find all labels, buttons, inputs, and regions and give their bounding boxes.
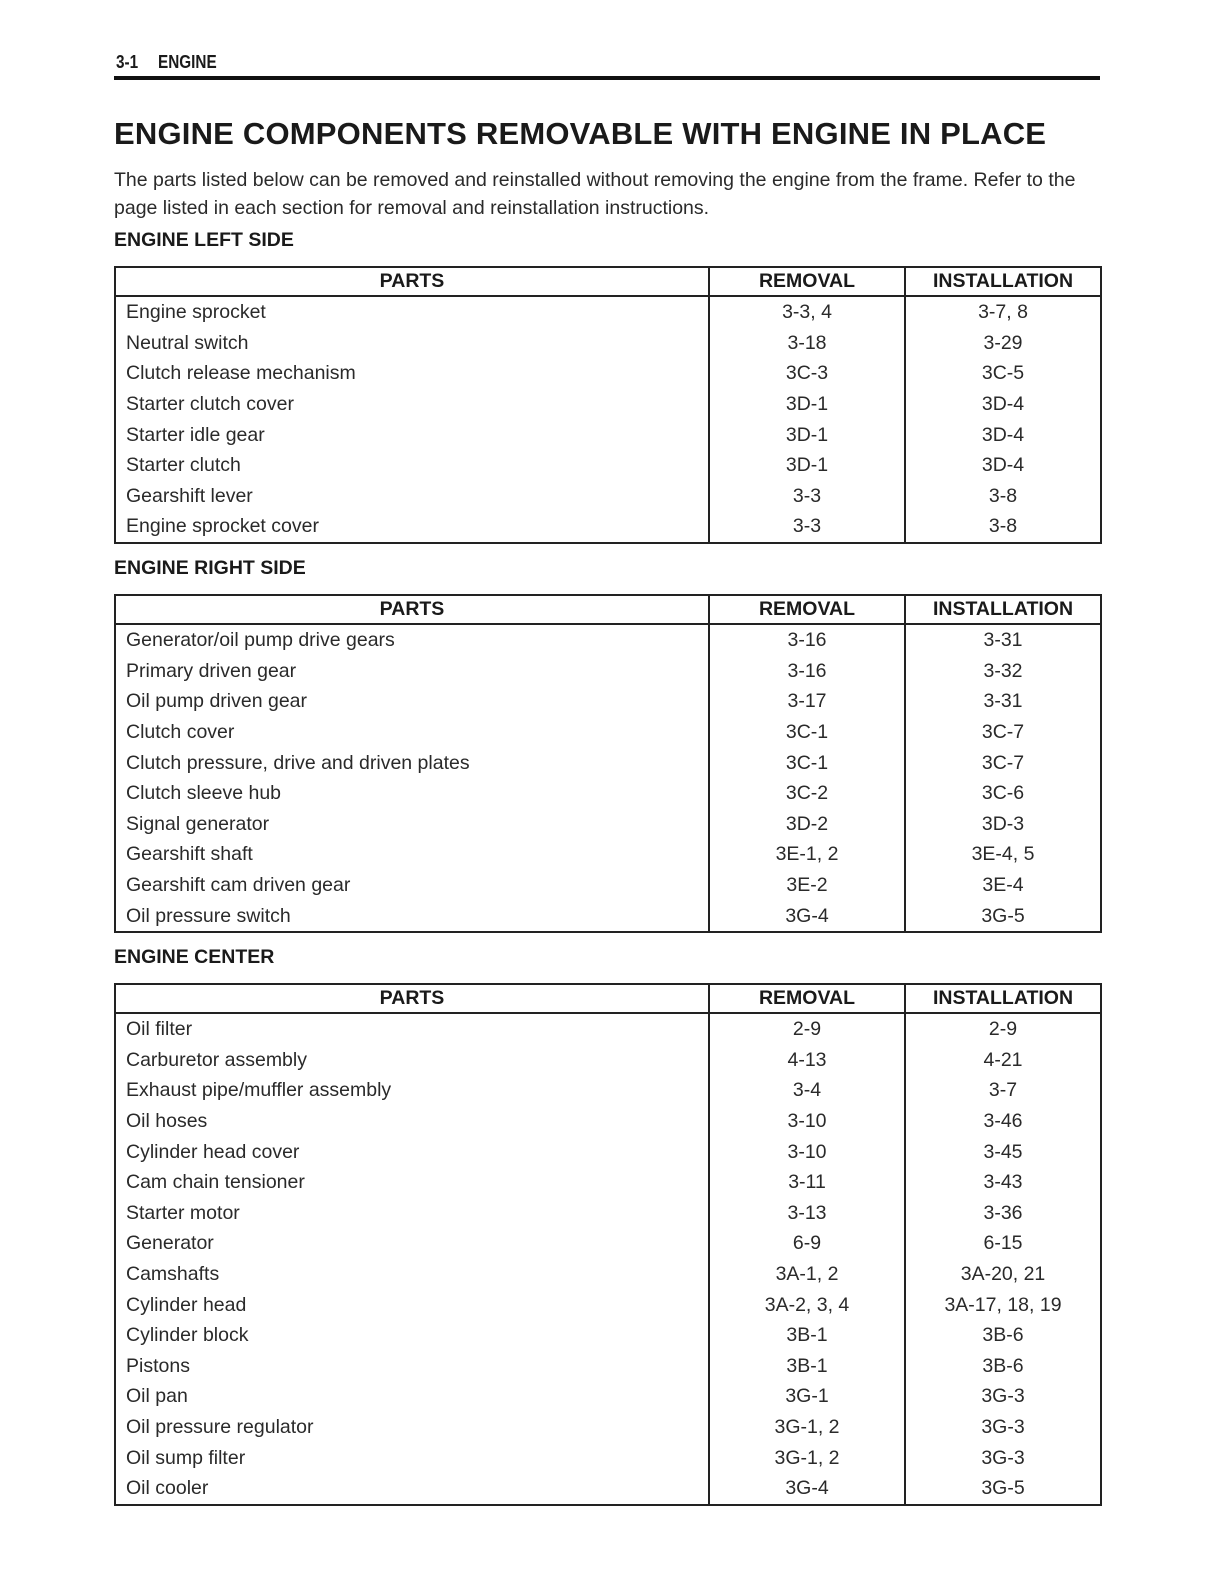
installation-page-cell: 3A-17, 18, 19 [905,1289,1101,1320]
installation-page-cell: 3-29 [905,328,1101,359]
part-name-cell: Primary driven gear [115,656,709,687]
installation-column-header: INSTALLATION [905,595,1101,624]
installation-page-cell: 3D-3 [905,809,1101,840]
section-heading: ENGINE LEFT SIDE [114,229,294,251]
removal-page-cell: 3-16 [709,624,905,656]
table-row [115,809,1101,840]
page-number: 3-1 [116,52,139,72]
removal-page-cell: 3-10 [709,1136,905,1167]
installation-page-cell: 3D-4 [905,389,1101,420]
installation-page-cell: 3C-6 [905,778,1101,809]
installation-page-cell: 3-32 [905,656,1101,687]
table-row [115,450,1101,481]
removal-page-cell: 3B-1 [709,1320,905,1351]
table-row [115,1228,1101,1259]
removal-page-cell: 3E-2 [709,870,905,901]
removal-page-cell: 3G-4 [709,1473,905,1505]
part-name-cell: Starter idle gear [115,419,709,450]
section-engine-left-side [114,228,1102,544]
page-title: ENGINE COMPONENTS REMOVABLE WITH ENGINE IN PLACE [114,116,1047,151]
section-engine-right-side [114,556,1102,933]
part-name-cell: Cam chain tensioner [115,1167,709,1198]
table-row [115,1106,1101,1137]
installation-page-cell: 4-21 [905,1045,1101,1076]
section-engine-center [114,945,1102,1506]
table-row [115,1198,1101,1229]
table-header-row [115,595,1101,624]
manual-page [114,50,1100,1500]
part-name-cell: Oil sump filter [115,1442,709,1473]
table-header-row [115,984,1101,1013]
part-name-cell: Oil pressure regulator [115,1412,709,1443]
table-row [115,1320,1101,1351]
section-heading: ENGINE CENTER [114,946,275,968]
part-name-cell: Generator [115,1228,709,1259]
table-row [115,1167,1101,1198]
removal-page-cell: 3-18 [709,328,905,359]
part-name-cell: Oil pressure switch [115,900,709,932]
removal-page-cell: 3D-1 [709,419,905,450]
intro-paragraph: The parts listed below can be removed and reinstalled without removing the engine from the frame. Refer to the page listed in each section for removal and reinstallation instructions. [114,169,1076,219]
installation-page-cell: 3-43 [905,1167,1101,1198]
part-name-cell: Exhaust pipe/muffler assembly [115,1075,709,1106]
installation-page-cell: 3A-20, 21 [905,1259,1101,1290]
removal-page-cell: 3G-1, 2 [709,1442,905,1473]
removal-page-cell: 3-16 [709,656,905,687]
installation-page-cell: 3C-7 [905,717,1101,748]
installation-page-cell: 3-45 [905,1136,1101,1167]
table-row [115,328,1101,359]
part-name-cell: Cylinder head cover [115,1136,709,1167]
table-row [115,481,1101,512]
removal-page-cell: 3-10 [709,1106,905,1137]
installation-page-cell: 3G-3 [905,1412,1101,1443]
part-name-cell: Clutch release mechanism [115,358,709,389]
table-row [115,1045,1101,1076]
part-name-cell: Gearshift lever [115,481,709,512]
installation-page-cell: 2-9 [905,1013,1101,1045]
removal-page-cell: 3E-1, 2 [709,839,905,870]
part-name-cell: Clutch sleeve hub [115,778,709,809]
part-name-cell: Oil pump driven gear [115,686,709,717]
parts-column-header: PARTS [115,984,709,1013]
removal-page-cell: 3D-1 [709,389,905,420]
installation-page-cell: 3-31 [905,686,1101,717]
parts-table [114,594,1102,933]
installation-page-cell: 3-36 [905,1198,1101,1229]
part-name-cell: Carburetor assembly [115,1045,709,1076]
table-row [115,1075,1101,1106]
part-name-cell: Starter clutch [115,450,709,481]
installation-column-header: INSTALLATION [905,267,1101,296]
table-row [115,870,1101,901]
part-name-cell: Oil hoses [115,1106,709,1137]
table-row [115,624,1101,656]
part-name-cell: Camshafts [115,1259,709,1290]
removal-page-cell: 3D-2 [709,809,905,840]
part-name-cell: Clutch pressure, drive and driven plates [115,747,709,778]
table-row [115,511,1101,543]
installation-page-cell: 3G-3 [905,1381,1101,1412]
removal-column-header: REMOVAL [709,984,905,1013]
table-row [115,358,1101,389]
parts-column-header: PARTS [115,267,709,296]
removal-page-cell: 3-17 [709,686,905,717]
removal-page-cell: 3G-4 [709,900,905,932]
removal-page-cell: 3-3 [709,511,905,543]
installation-page-cell: 3G-3 [905,1442,1101,1473]
removal-page-cell: 3G-1 [709,1381,905,1412]
part-name-cell: Gearshift cam driven gear [115,870,709,901]
table-row [115,1136,1101,1167]
table-row [115,717,1101,748]
part-name-cell: Pistons [115,1351,709,1382]
installation-page-cell: 3D-4 [905,450,1101,481]
installation-page-cell: 3E-4, 5 [905,839,1101,870]
part-name-cell: Engine sprocket [115,296,709,328]
removal-page-cell: 3C-2 [709,778,905,809]
part-name-cell: Oil filter [115,1013,709,1045]
installation-page-cell: 3-8 [905,511,1101,543]
part-name-cell: Oil pan [115,1381,709,1412]
table-row [115,1473,1101,1505]
table-row [115,839,1101,870]
removal-column-header: REMOVAL [709,267,905,296]
installation-page-cell: 3D-4 [905,419,1101,450]
installation-page-cell: 3G-5 [905,1473,1101,1505]
installation-page-cell: 3G-5 [905,900,1101,932]
installation-column-header: INSTALLATION [905,984,1101,1013]
section-heading: ENGINE RIGHT SIDE [114,557,306,579]
removal-page-cell: 3A-2, 3, 4 [709,1289,905,1320]
table-header-row [115,267,1101,296]
parts-column-header: PARTS [115,595,709,624]
removal-page-cell: 3-4 [709,1075,905,1106]
table-row [115,1412,1101,1443]
removal-page-cell: 3-3, 4 [709,296,905,328]
part-name-cell: Neutral switch [115,328,709,359]
part-name-cell: Oil cooler [115,1473,709,1505]
installation-page-cell: 3-8 [905,481,1101,512]
table-row [115,1442,1101,1473]
table-row [115,1013,1101,1045]
table-row [115,778,1101,809]
table-row [115,656,1101,687]
removal-page-cell: 3-3 [709,481,905,512]
part-name-cell: Engine sprocket cover [115,511,709,543]
removal-page-cell: 3D-1 [709,450,905,481]
table-row [115,419,1101,450]
removal-page-cell: 4-13 [709,1045,905,1076]
installation-page-cell: 3-7, 8 [905,296,1101,328]
table-row [115,686,1101,717]
part-name-cell: Cylinder head [115,1289,709,1320]
part-name-cell: Starter motor [115,1198,709,1229]
part-name-cell: Cylinder block [115,1320,709,1351]
part-name-cell: Signal generator [115,809,709,840]
part-name-cell: Generator/oil pump drive gears [115,624,709,656]
parts-table [114,266,1102,544]
part-name-cell: Starter clutch cover [115,389,709,420]
table-row [115,747,1101,778]
table-row [115,1381,1101,1412]
part-name-cell: Gearshift shaft [115,839,709,870]
removal-page-cell: 3C-1 [709,717,905,748]
removal-page-cell: 3C-1 [709,747,905,778]
part-name-cell: Clutch cover [115,717,709,748]
removal-page-cell: 3B-1 [709,1351,905,1382]
table-row [115,900,1101,932]
removal-page-cell: 3A-1, 2 [709,1259,905,1290]
installation-page-cell: 3E-4 [905,870,1101,901]
removal-page-cell: 6-9 [709,1228,905,1259]
installation-page-cell: 3C-5 [905,358,1101,389]
installation-page-cell: 6-15 [905,1228,1101,1259]
table-row [115,1351,1101,1382]
installation-page-cell: 3C-7 [905,747,1101,778]
table-row [115,296,1101,328]
installation-page-cell: 3-7 [905,1075,1101,1106]
removal-page-cell: 2-9 [709,1013,905,1045]
installation-page-cell: 3B-6 [905,1351,1101,1382]
installation-page-cell: 3-46 [905,1106,1101,1137]
installation-page-cell: 3B-6 [905,1320,1101,1351]
removal-page-cell: 3C-3 [709,358,905,389]
removal-page-cell: 3-11 [709,1167,905,1198]
removal-column-header: REMOVAL [709,595,905,624]
table-row [115,1259,1101,1290]
installation-page-cell: 3-31 [905,624,1101,656]
removal-page-cell: 3G-1, 2 [709,1412,905,1443]
page-header [114,50,1100,80]
table-row [115,389,1101,420]
table-row [115,1289,1101,1320]
removal-page-cell: 3-13 [709,1198,905,1229]
section-name: ENGINE [158,52,217,72]
parts-table [114,983,1102,1506]
